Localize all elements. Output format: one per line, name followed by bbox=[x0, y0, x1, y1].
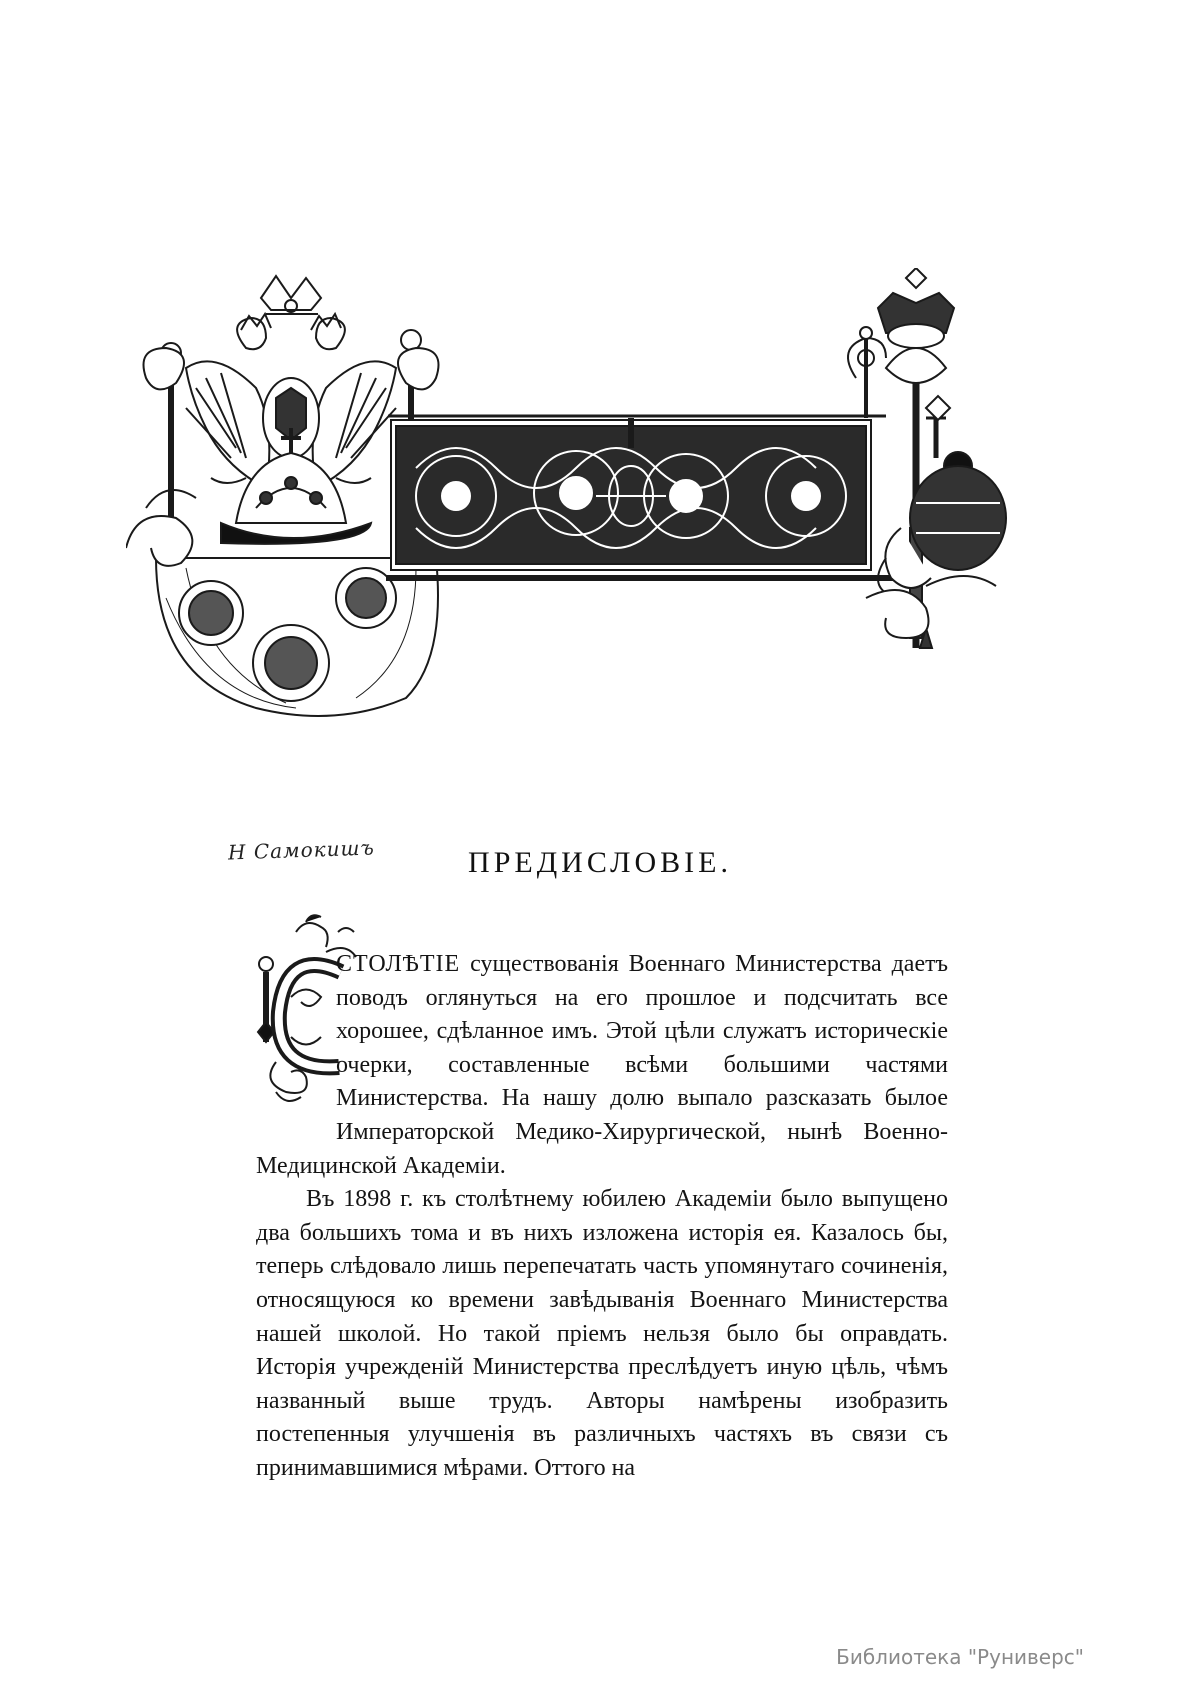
ornamental-banner-icon bbox=[126, 268, 1076, 828]
library-watermark: Библиотека "Руниверс" bbox=[836, 1645, 1084, 1669]
artist-signature: Н Самокишъ bbox=[227, 835, 376, 865]
first-word: СТОЛѢТІЕ bbox=[336, 951, 461, 977]
paragraph-1-text: существованія Военнаго Министерства даетъ поводъ оглянуться на его прошлое и подсчитать все хорошее, сдѣланное имъ. Этой цѣли служатъ историческіе очерки, составленные всѣми большими частями Министерства. На нашу долю выпало разсказать былое Императорской Медико-Хирургической, нынѣ Военно-Медицинской Академіи. bbox=[256, 951, 948, 1179]
paragraph-2: Въ 1898 г. къ столѣтнему юбилею Академіи было выпущено два большихъ тома и въ нихъ изложена исторія ея. Казалось бы, теперь слѣдовало лишь перепечатать часть упомянутаго сочиненія, относящуюся ко времени завѣдыванія Военнаго Министерства нашей школой. Но такой пріемъ нельзя было бы оправдать. Исторія учрежденій Министерства преслѣдуетъ иную цѣль, чѣмъ названный выше трудъ. Авторы намѣрены изобразить постепенныя улучшенія въ различныхъ частяхъ въ связи съ принимавшимися мѣрами. Оттого на bbox=[256, 1186, 948, 1481]
paragraph-1 bbox=[256, 948, 948, 1183]
orb-icon bbox=[878, 396, 1006, 598]
draped-cloth-icon bbox=[156, 558, 438, 716]
preface-body bbox=[256, 948, 948, 1486]
drop-cap-spacer bbox=[240, 948, 336, 1116]
crown-icon bbox=[261, 276, 321, 314]
ornamental-frame-icon bbox=[386, 416, 896, 578]
page-title: ПРЕДИСЛОВІЕ. bbox=[468, 846, 732, 879]
